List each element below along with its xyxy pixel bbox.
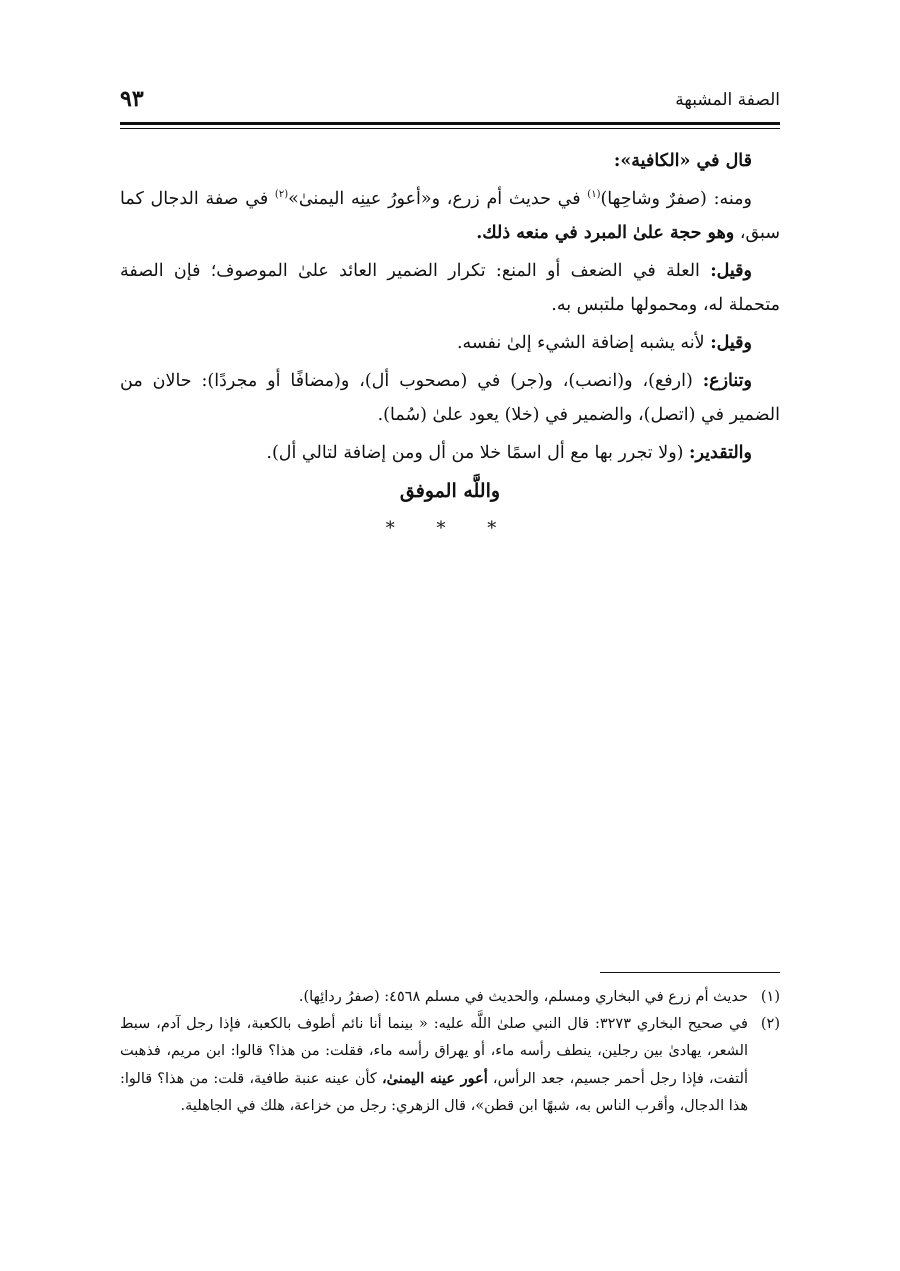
paragraph-1 [120,144,780,178]
paragraph-3 [120,254,780,322]
section-separator: * * * [385,518,515,539]
paragraph-3-text: العلة في الضعف أو المنع: تكرار الضمير العائد علىٰ الموصوف؛ فإن الصفة متحملة له، ومحمولها ملتبس به. [120,261,780,315]
footnote-2 [120,1011,780,1120]
paragraph-3-bold: وقيل: [710,261,752,281]
footnote-ref-1[interactable]: (١) [587,189,601,201]
footnote-2-text [120,1011,748,1120]
footnote-1-marker: (١) [760,989,780,1005]
paragraph-4 [120,326,780,360]
paragraph-5-text: (ارفع)، و(انصب)، و(جر) في (مصحوب أل)، و(مضافًا أو مجردًا): حالان من الضمير في (اتصل)، والضمير في (خلا) يعود علىٰ (سُما). [120,371,780,425]
paragraph-2-bold: وهو حجة علىٰ المبرد في منعه ذلك. [476,223,735,243]
footnote-ref-2[interactable]: (٢) [274,189,289,201]
footnote-2-text-bold: أعور عينه اليمنىٰ، [381,1070,488,1087]
paragraph-4-text: لأنه يشبه إضافة الشيء إلىٰ نفسه. [456,333,711,353]
paragraph-4-bold: وقيل: [710,333,752,353]
paragraph-5-bold: وتنازع: [702,371,752,391]
footnotes [120,984,780,1120]
paragraph-2-part-b: في حديث أم زرع، و«أعورُ عينِه اليمنىٰ» [288,189,588,209]
paragraph-2-part-c: في صفة الدجال كما سبق، [120,189,780,243]
paragraph-1-bold: قال في «الكافية»: [613,151,752,171]
paragraph-2-part-a: ومنه: (صفرٌ وشاحِها) [600,189,752,209]
footnote-2-text-b: كأن عينه عنبة طافية، قلت: من هذا؟ قالوا: هذا الدجال، وأقرب الناس به، شبهًا ابن قطن»، قال الزهري: رجل من خزاعة، هلك في الجاهلية. [120,1071,748,1114]
footnote-2-marker: (٢) [760,1016,780,1032]
page-number: ٩٣ [120,86,144,112]
header-rule-thin [120,128,780,129]
paragraph-6-bold: والتقدير: [689,443,752,463]
running-title: الصفة المشبهة [675,90,780,110]
main-text [120,144,780,550]
closing-phrase: واللَّه الموفق [399,480,501,502]
paragraph-5 [120,364,780,432]
footnote-2-text-a: في صحيح البخاري ٣٢٧٣: قال النبي صلىٰ اللَّه عليه: « بينما أنا نائم أطوف بالكعبة، فإذا رجل آدم، سبط الشعر، يهادىٰ بين رجلين، ينطف رأسه ماء، أو يهراق رأسه ماء، فقلت: من هذا؟ قالوا: ابن مريم، فذهبت ألتفت، فإذا رجل أحمر جسيم، جعد الرأس، [120,1016,748,1087]
footnote-1-text: حديث أم زرع في البخاري ومسلم، والحديث في مسلم ٤٥٦٨: (صفرُ ردائِها). [298,989,748,1005]
paragraph-6 [120,436,780,470]
document-page [120,80,780,1220]
header-rule-thick [120,122,780,125]
paragraph-2 [120,182,780,250]
footnote-rule [600,972,780,973]
page-header [120,80,780,120]
paragraph-6-text: (ولا تجرر بها مع أل اسمًا خلا من أل ومن إضافة لتالي أل). [266,443,690,463]
footnote-1 [120,984,780,1011]
